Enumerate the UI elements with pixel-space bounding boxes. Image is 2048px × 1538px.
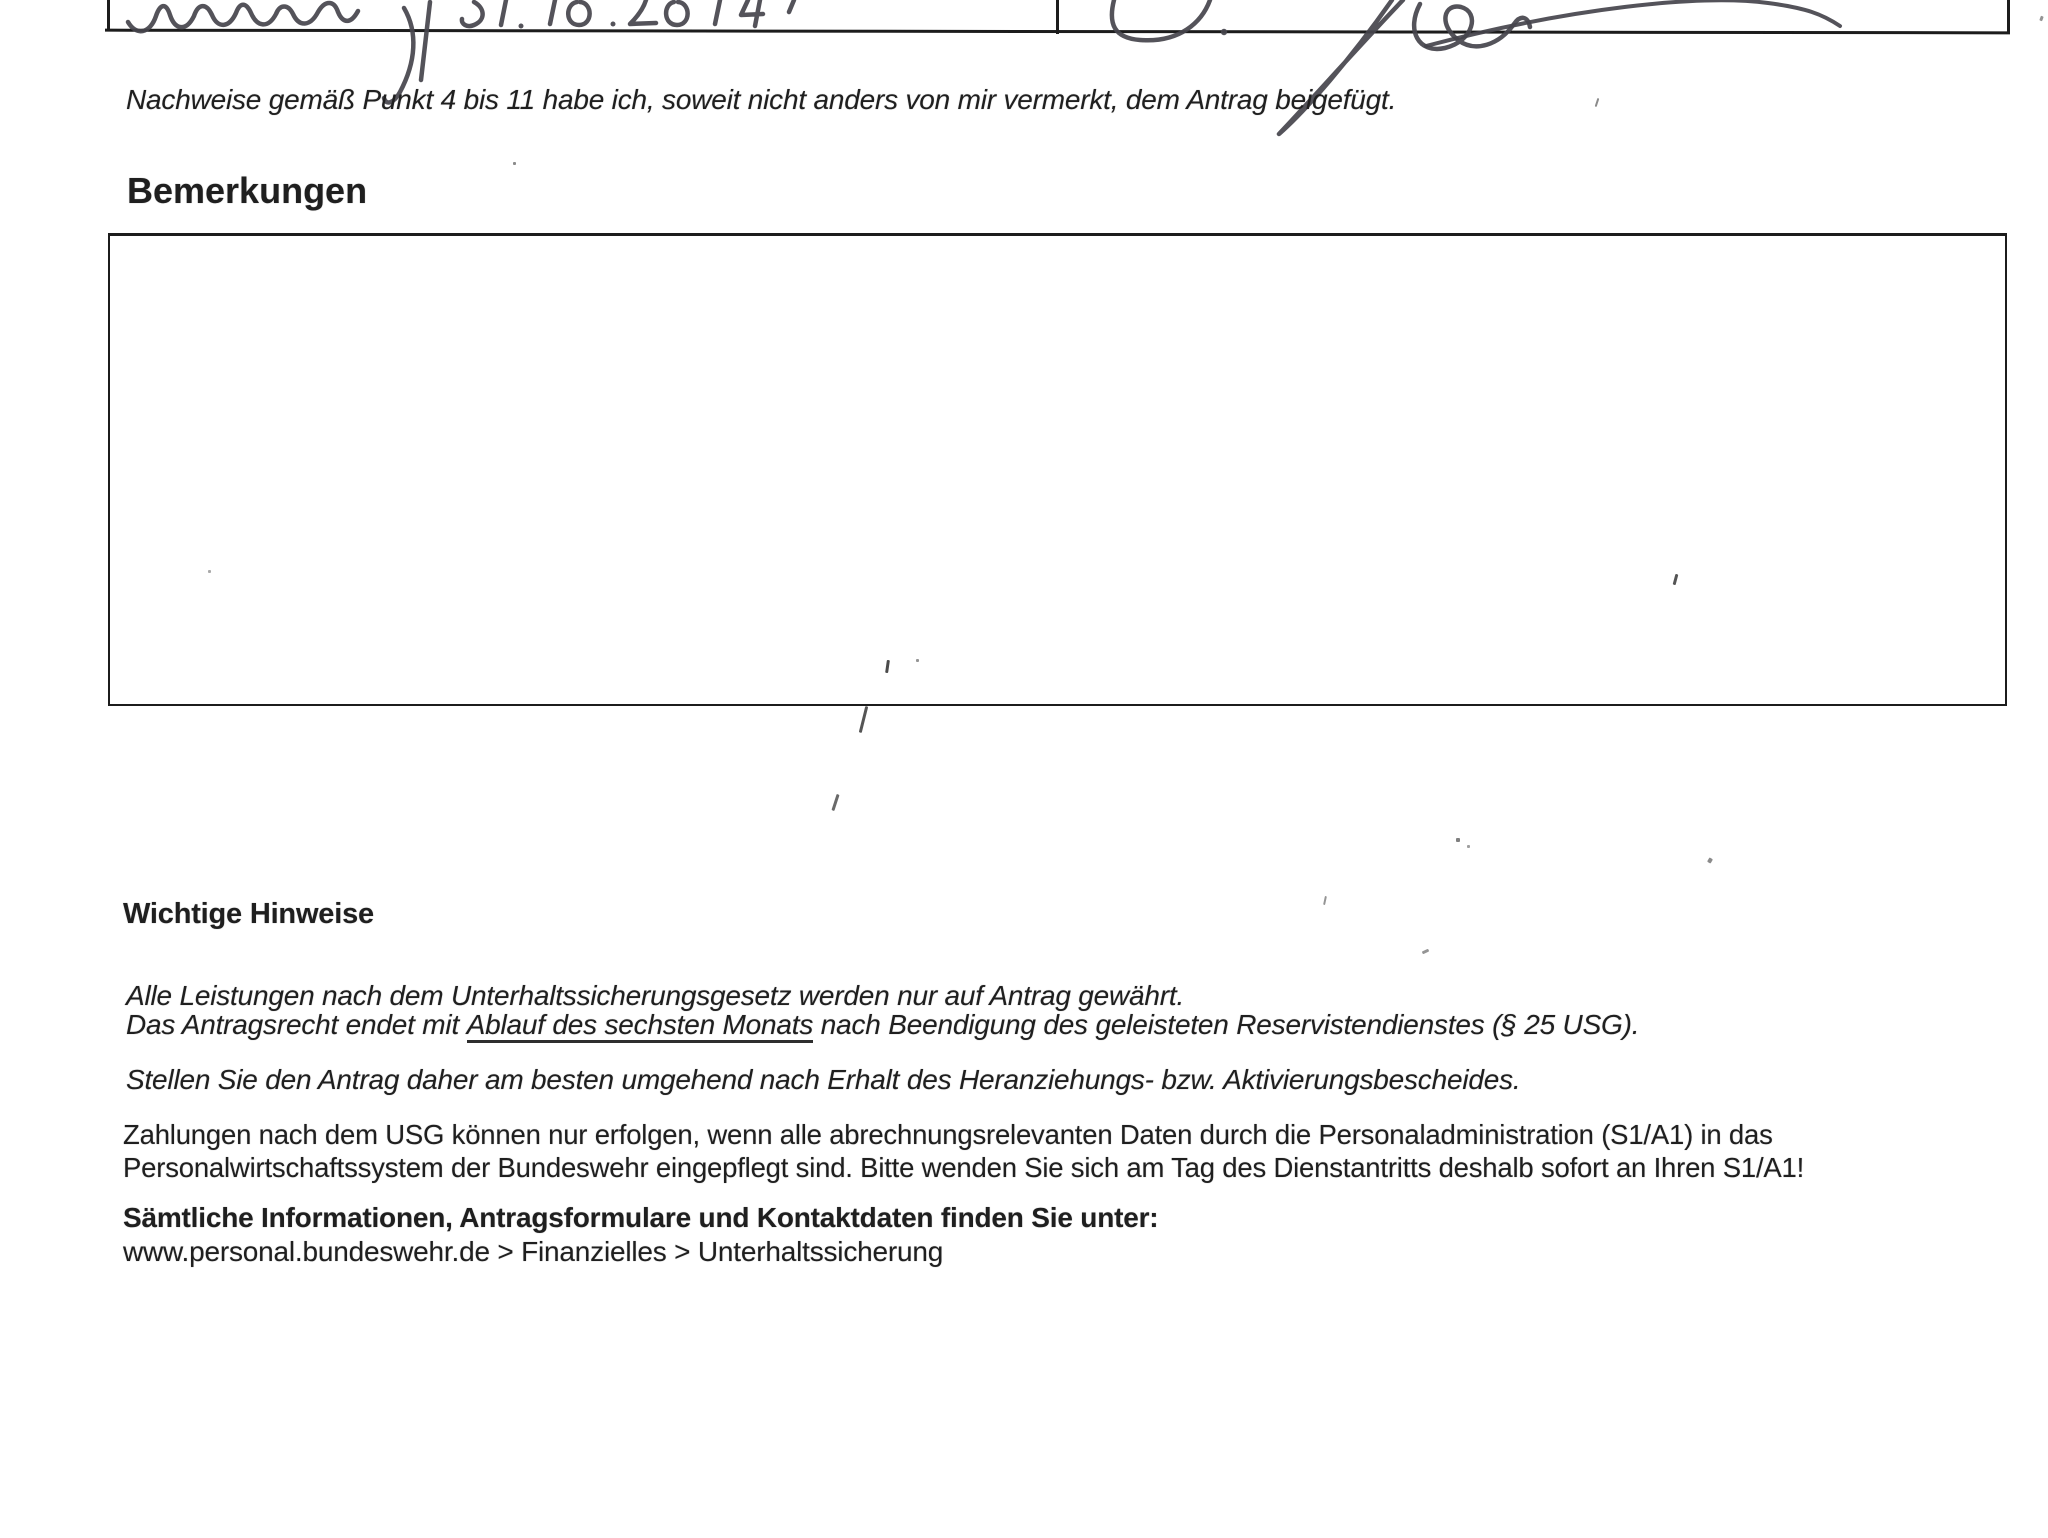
notes-paragraph1-line2-underlined: Ablauf des sechsten Monats bbox=[467, 1011, 814, 1043]
notes-paragraph3-line1: Zahlungen nach dem USG können nur erfolgen, wenn alle abrechnungsrelevanten Daten durch die Personaladministration (S1/A1) in das bbox=[123, 1119, 1773, 1150]
remarks-heading: Bemerkungen bbox=[127, 170, 368, 211]
scan-speck bbox=[1422, 949, 1430, 955]
scan-speck bbox=[1707, 857, 1713, 863]
important-notes-heading: Wichtige Hinweise bbox=[123, 898, 374, 930]
scan-speck bbox=[1456, 838, 1460, 842]
scan-speck bbox=[859, 706, 868, 733]
scan-speck bbox=[1323, 896, 1327, 905]
scan-speck bbox=[1467, 845, 1470, 848]
notes-paragraph3-line2: Personalwirtschaftssystem der Bundeswehr eingepflegt sind. Bitte wenden Sie sich am Tag des Dienstantritts deshalb sofort an Ihren S1/A1! bbox=[123, 1152, 1805, 1183]
notes-paragraph1-line2-suffix: nach Beendigung des geleisteten Reservistendienstes (§ 25 USG). bbox=[813, 1009, 1640, 1040]
scan-speck bbox=[2039, 16, 2044, 22]
top-box-right-edge bbox=[2007, 0, 2010, 32]
scan-speck bbox=[208, 570, 211, 573]
notes-paragraph1-line1: Alle Leistungen nach dem Unterhaltssicherungsgesetz werden nur auf Antrag gewährt. bbox=[126, 980, 1185, 1011]
scan-speck bbox=[916, 659, 919, 662]
notes-paragraph2: Stellen Sie den Antrag daher am besten umgehend nach Erhalt des Heranziehungs- bzw. Aktivierungsbescheides. bbox=[126, 1064, 1521, 1095]
info-heading: Sämtliche Informationen, Antragsformulare und Kontaktdaten finden Sie unter: bbox=[123, 1202, 1159, 1233]
info-path: www.personal.bundeswehr.de > Finanzielles > Unterhaltssicherung bbox=[123, 1236, 944, 1267]
declaration-text: Nachweise gemäß Punkt 4 bis 11 habe ich, soweit nicht anders von mir vermerkt, dem Antrag beigefügt. bbox=[126, 84, 1397, 115]
remarks-box bbox=[108, 233, 2007, 706]
scan-speck bbox=[513, 162, 516, 165]
notes-paragraph1-line2-prefix: Das Antragsrecht endet mit bbox=[126, 1009, 467, 1040]
scan-speck bbox=[831, 794, 839, 811]
notes-paragraph1-line2 bbox=[126, 1009, 1639, 1043]
